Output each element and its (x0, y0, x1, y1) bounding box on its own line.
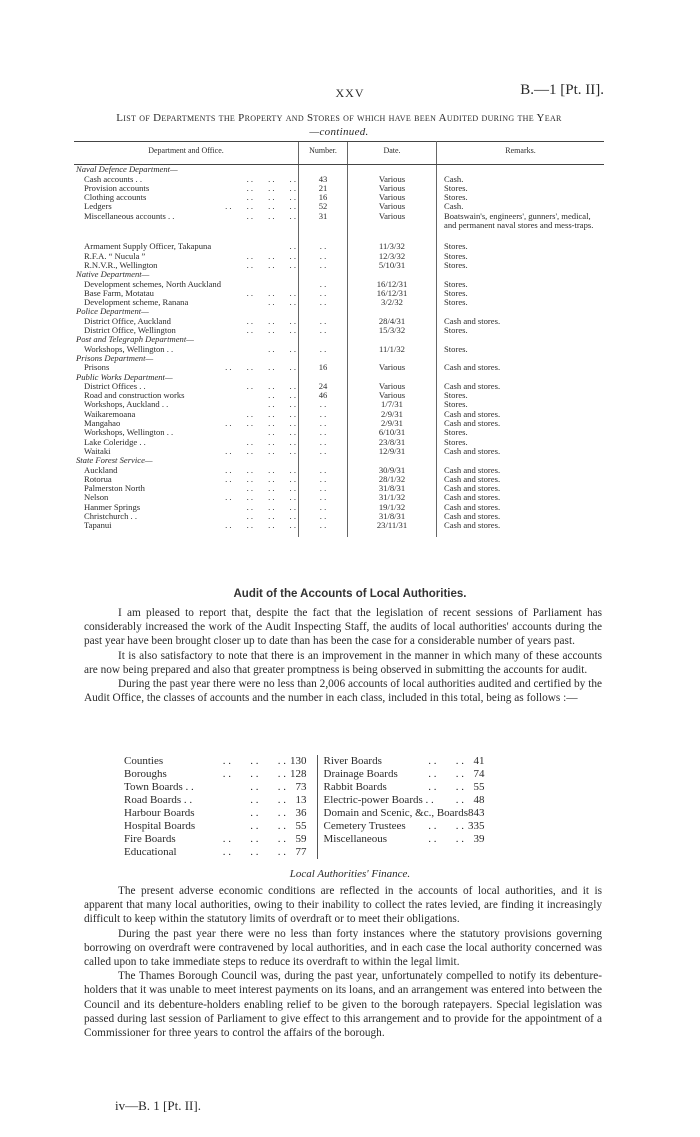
count-value: 39 (473, 833, 485, 845)
leader-dots: . . . . (428, 768, 464, 780)
count-value: 59 (295, 833, 307, 845)
count-class-label: Town Boards . . (124, 781, 194, 793)
remarks-cell: Cash and stores. (444, 483, 501, 494)
remarks-cell: Stores. (444, 297, 468, 308)
office-name-cell (74, 212, 299, 231)
remarks-cell: Stores. (444, 427, 468, 438)
leader-dots: . . . . . . (246, 287, 296, 298)
table-row (74, 242, 604, 251)
number-cell: 52 (299, 202, 348, 211)
count-value: 335 (468, 820, 485, 832)
office-name: Rotorua (84, 473, 112, 484)
table-cell-empty (348, 531, 437, 537)
remarks-cell: Cash. (444, 173, 464, 184)
office-name: Ledgers (84, 201, 112, 212)
page-number: XXV (335, 86, 365, 100)
table-row (74, 184, 604, 193)
remarks-cell: Boatswain's, engineers', gunners', medical, and permanent naval stores and mess-traps. (444, 210, 594, 231)
leader-dots: . . . . . . . . (225, 418, 296, 429)
leader-dots: . . . . . . (246, 483, 296, 494)
office-name: Nelson (84, 492, 109, 503)
office-name: Waikaremoana (84, 408, 136, 419)
remarks-cell: Stores. (444, 325, 468, 336)
number-cell: . . (299, 419, 348, 428)
table-section-row (74, 456, 604, 465)
remarks-cell: Stores. (444, 390, 468, 401)
date-cell: 12/9/31 (348, 447, 437, 456)
count-class-name (317, 781, 468, 794)
office-name: Base Farm, Motatau (84, 287, 154, 298)
leader-dots: . . . . . . (246, 501, 296, 512)
date-cell: 3/2/32 (348, 298, 437, 307)
audit-text (84, 606, 602, 705)
finance-paragraph: During the past year there were no less than forty instances where the statutory provisions governing borrowing on overdraft were contravened by local authorities, and in each case the local authority concerned was called upon to take immediate steps to reduce its overdraft to within the legal limit. (84, 927, 602, 969)
table-row (74, 521, 604, 530)
table-header-row (74, 142, 604, 165)
leader-dots: . . . . (428, 755, 464, 767)
table-row (74, 466, 604, 475)
leader-dots: . . . . . . (246, 408, 296, 419)
office-name: Christchurch . . (84, 510, 137, 521)
leader-dots: . . . . . . (246, 182, 296, 193)
office-name: Road and construction works (84, 390, 185, 401)
leader-dots: . . . . . . (246, 510, 296, 521)
count-class-name (317, 768, 468, 781)
office-name: Development scheme, Ranana (84, 297, 189, 308)
leader-dots: . . . . . . (222, 755, 286, 767)
office-name: Auckland (84, 464, 118, 475)
remarks-cell: Stores. (444, 250, 468, 261)
list-title-line: List of Departments the Property and Stores of which have been Audited during the Year (116, 112, 562, 124)
date-cell: 16/12/31 (348, 280, 437, 289)
date-cell: 28/1/32 (348, 475, 437, 484)
count-class-label: Hospital Boards (124, 820, 196, 832)
count-value: 36 (295, 807, 307, 819)
count-value: 130 (290, 755, 307, 767)
table-row (74, 438, 604, 447)
leader-dots: . . . . . . (246, 259, 296, 270)
number-cell: . . (299, 466, 348, 475)
number-cell: . . (299, 503, 348, 512)
office-name: District Offices . . (84, 380, 146, 391)
remarks-cell: Cash and stores. (444, 408, 501, 419)
departments-table-body (74, 165, 604, 537)
leader-dots: . . . . (250, 781, 286, 793)
list-title-continued: —continued. (309, 126, 369, 138)
number-cell: . . (299, 317, 348, 326)
number-cell: . . (299, 289, 348, 298)
table-row (74, 428, 604, 437)
department-heading: Police Department— (76, 306, 149, 317)
count-class-label: Road Boards . . (124, 794, 193, 806)
account-counts-table (124, 755, 495, 859)
remarks-cell: Cash and stores. (444, 445, 501, 456)
column-header-number: Number. (299, 142, 348, 165)
count-class-name (317, 794, 468, 807)
remarks-cell: Cash and stores. (444, 510, 501, 521)
number-cell: . . (299, 521, 348, 530)
table-row (74, 212, 604, 231)
office-name-cell (74, 521, 299, 530)
column-header-remarks: Remarks. (437, 142, 605, 165)
number-cell: . . (299, 345, 348, 354)
leader-dots: . . . . (268, 343, 296, 354)
leader-dots: . . . . (268, 399, 296, 410)
number-cell: 16 (299, 193, 348, 202)
date-cell: 23/8/31 (348, 438, 437, 447)
count-class-name (317, 846, 468, 859)
leader-dots: . . . . . . (246, 315, 296, 326)
number-cell: 24 (299, 382, 348, 391)
count-class-label: Drainage Boards (323, 768, 398, 780)
table-row (74, 298, 604, 307)
leader-dots: . . . . (250, 807, 286, 819)
date-cell: 23/11/31 (348, 521, 437, 530)
finance-paragraph: The Thames Borough Council was, during the past year, unfortunately compelled to notify its debenture-holders that it was unable to meet interest payments on its loans, and an arrangement was entered into between the Council and its debenture-holders enabling relief to be given to the borough ratepayers. Special legislation was passed during last session of Parliament to give effect to this arrangement and to provide for the appointment of a Commissioner for three years to control the affairs of the borough. (84, 970, 602, 1040)
date-cell: 11/1/32 (348, 345, 437, 354)
table-row (74, 493, 604, 502)
number-cell: . . (299, 280, 348, 289)
leader-dots: . . . . (268, 427, 296, 438)
remarks-cell: Cash and stores. (444, 380, 501, 391)
leader-dots: . . . . . . . . (225, 473, 296, 484)
date-cell: 5/10/31 (348, 261, 437, 270)
table-row (74, 261, 604, 270)
leader-dots: . . . . . . (246, 250, 296, 261)
office-name: Workshops, Wellington . . (84, 343, 174, 354)
count-class-label: Counties (124, 755, 164, 767)
list-title (74, 111, 604, 139)
table-row (74, 484, 604, 493)
remarks-cell: Stores. (444, 241, 468, 252)
office-name: Workshops, Wellington . . (84, 427, 174, 438)
office-name: Clothing accounts (84, 192, 147, 203)
table-row (74, 193, 604, 202)
count-row (124, 781, 495, 794)
date-cell: 6/10/31 (348, 428, 437, 437)
date-cell: Various (348, 382, 437, 391)
remarks-cell: Cash and stores. (444, 520, 501, 531)
count-row (124, 846, 495, 859)
date-cell: 31/8/31 (348, 512, 437, 521)
count-value: 843 (468, 807, 485, 819)
date-cell: 19/1/32 (348, 503, 437, 512)
count-class-name (124, 755, 290, 768)
remarks-cell: Cash and stores. (444, 501, 501, 512)
office-name: Miscellaneous accounts . . (84, 210, 175, 221)
date-cell: 28/4/31 (348, 317, 437, 326)
count-class-name (124, 781, 290, 794)
count-class-name (317, 820, 468, 833)
office-name: Cash accounts . . (84, 173, 142, 184)
office-name: Workshops, Auckland . . (84, 399, 169, 410)
date-cell: Various (348, 391, 437, 400)
count-row (124, 794, 495, 807)
office-name: Waitaki (84, 445, 111, 456)
count-class-name (124, 846, 290, 859)
number-cell: 16 (299, 363, 348, 372)
remarks-cell: Cash and stores. (444, 464, 501, 475)
number-cell: . . (299, 512, 348, 521)
remarks-cell: Stores. (444, 399, 468, 410)
account-counts-body (124, 755, 495, 859)
table-section-row (74, 165, 604, 175)
table-row (74, 175, 604, 184)
date-cell: Various (348, 193, 437, 202)
date-cell: 31/8/31 (348, 484, 437, 493)
finance-text (84, 884, 602, 1040)
leader-dots: . . . . . . . . (225, 464, 296, 475)
date-cell: 15/3/32 (348, 326, 437, 335)
remarks-cell: Cash and stores. (444, 362, 501, 373)
count-row (124, 768, 495, 781)
office-name: Palmerston North (84, 483, 145, 494)
number-cell: 21 (299, 184, 348, 193)
number-cell: . . (299, 475, 348, 484)
leader-dots: . . . . (428, 833, 464, 845)
number-cell: . . (299, 493, 348, 502)
audit-paragraph: It is also satisfactory to note that there is an improvement in the manner in which many of these accounts are now being prepared and also that greater promptness is being observed in submitting the accounts for audit. (84, 649, 602, 676)
leader-dots: . . . . . . . . (225, 520, 296, 531)
date-cell: 2/9/31 (348, 419, 437, 428)
count-class-name (317, 755, 468, 768)
count-value: 74 (473, 768, 485, 780)
number-cell: . . (299, 438, 348, 447)
number-cell: . . (299, 326, 348, 335)
remarks-cell: Cash and stores. (444, 418, 501, 429)
office-name: Tapanui (84, 520, 112, 531)
count-class-name (124, 768, 290, 781)
department-heading: State Forest Service— (76, 455, 153, 466)
remarks-cell: Stores. (444, 436, 468, 447)
leader-dots: . . . . . . . . (225, 445, 296, 456)
office-name: Mangahao (84, 418, 121, 429)
count-class-name (124, 833, 290, 846)
document-reference: B.—1 [Pt. II]. (520, 82, 604, 98)
count-class-label: Cemetery Trustees (323, 820, 406, 832)
office-name: Armament Supply Officer, Takapuna (84, 241, 212, 252)
office-name: Provision accounts (84, 182, 150, 193)
count-value: 128 (290, 768, 307, 780)
leader-dots: . . . . . . (246, 192, 296, 203)
count-value: 77 (295, 846, 307, 858)
count-class-label: Harbour Boards (124, 807, 195, 819)
leader-dots: . . . . . . (246, 325, 296, 336)
leader-dots: . . . . (250, 820, 286, 832)
leader-dots: . . . . . . (246, 380, 296, 391)
count-value: 41 (473, 755, 485, 767)
remarks-cell: Cash and stores. (444, 315, 501, 326)
date-cell: Various (348, 202, 437, 211)
count-class-label: Boroughs (124, 768, 167, 780)
count-class-label: Fire Boards (124, 833, 176, 845)
leader-dots: . . . . . . . . (225, 362, 296, 373)
number-cell: . . (299, 400, 348, 409)
table-row (74, 410, 604, 419)
leader-dots: . . (455, 794, 464, 806)
count-row (124, 833, 495, 846)
table-row (74, 503, 604, 512)
date-cell: Various (348, 363, 437, 372)
leader-dots: . . . . . . (246, 173, 296, 184)
table-spacer-row (74, 531, 604, 537)
department-heading: Naval Defence Department— (76, 164, 178, 175)
remarks-cell: Cash. (444, 201, 464, 212)
column-header-department: Department and Office. (74, 142, 299, 165)
leader-dots: . . . . . . (222, 833, 286, 845)
count-row (124, 807, 495, 820)
number-cell: . . (299, 428, 348, 437)
table-row (74, 400, 604, 409)
number-cell: 46 (299, 391, 348, 400)
leader-dots: . . . . . . . . (225, 201, 296, 212)
count-class-label: Rabbit Boards (323, 781, 387, 793)
table-section-row (74, 373, 604, 382)
count-value: 55 (473, 781, 485, 793)
number-cell: . . (299, 298, 348, 307)
departments-table (74, 141, 604, 537)
number-cell: 31 (299, 212, 348, 231)
count-value: 13 (295, 794, 307, 806)
table-cell-empty (299, 531, 348, 537)
count-class-name (317, 833, 468, 846)
date-cell: 2/9/31 (348, 410, 437, 419)
table-cell-empty (74, 531, 299, 537)
office-name: District Office, Wellington (84, 325, 176, 336)
count-row (124, 755, 495, 768)
date-cell: 1/7/31 (348, 400, 437, 409)
leader-dots: . . . . . . . . (225, 492, 296, 503)
leader-dots: . . . . . . (222, 768, 286, 780)
leader-dots: . . . . (268, 390, 296, 401)
number-cell: . . (299, 261, 348, 270)
count-value (468, 846, 495, 859)
office-name: R.N.V.R., Wellington (84, 259, 158, 270)
count-value: 48 (473, 794, 485, 806)
office-name: Development schemes, North Auckland (84, 278, 221, 289)
office-name: R.F.A. “ Nucula ” (84, 250, 146, 261)
table-row (74, 447, 604, 456)
count-class-label: Educational (124, 846, 177, 858)
date-cell: 12/3/32 (348, 252, 437, 261)
count-class-name (317, 807, 468, 820)
table-row (74, 512, 604, 521)
date-cell: 31/1/32 (348, 493, 437, 502)
remarks-cell: Stores. (444, 192, 468, 203)
count-class-label: Electric-power Boards . . (323, 794, 434, 806)
count-class-label: Domain and Scenic, &c., Boards (323, 807, 468, 819)
table-cell-empty (437, 531, 605, 537)
finance-section-title: Local Authorities' Finance. (289, 868, 411, 880)
count-class-name (124, 794, 290, 807)
date-cell: Various (348, 212, 437, 231)
audit-paragraph: During the past year there were no less than 2,006 accounts of local authorities audited and certified by the Audit Office, the classes of accounts and the number in each class, included in this total, being as follows :— (84, 678, 602, 705)
remarks-cell: Cash and stores. (444, 492, 501, 503)
office-name: District Office, Auckland (84, 315, 171, 326)
office-name: Prisons (84, 362, 110, 373)
count-value: 55 (295, 820, 307, 832)
date-cell: Various (348, 184, 437, 193)
remarks-cell: Stores. (444, 343, 468, 354)
audit-section-title: Audit of the Accounts of Local Authorities. (233, 588, 467, 600)
date-cell: 16/12/31 (348, 289, 437, 298)
table-row (74, 475, 604, 484)
leader-dots: . . . . . . (222, 846, 286, 858)
table-row (74, 345, 604, 354)
department-heading: Post and Telegraph Department— (76, 334, 194, 345)
remarks-cell: Cash and stores. (444, 473, 501, 484)
number-cell: . . (299, 447, 348, 456)
count-class-label: River Boards (323, 755, 382, 767)
remarks-cell: Stores. (444, 259, 468, 270)
finance-paragraph: The present adverse economic conditions are reflected in the accounts of local authorities, and it is apparent that many local authorities, owing to their inability to collect the rates levied, are finding it increasingly difficult to keep within the statutory limits of overdraft or to meet their obligations. (84, 885, 602, 926)
leader-dots: . . . . (428, 781, 464, 793)
number-cell: . . (299, 484, 348, 493)
leader-dots: . . . . (250, 794, 286, 806)
leader-dots: . . . . (268, 297, 296, 308)
date-cell: Various (348, 175, 437, 184)
remarks-cell: Stores. (444, 287, 468, 298)
count-value: 73 (295, 781, 307, 793)
number-cell: . . (299, 252, 348, 261)
count-class-name (124, 807, 290, 820)
office-name: Lake Coleridge . . (84, 436, 146, 447)
number-cell: . . (299, 410, 348, 419)
audit-paragraph: I am pleased to report that, despite the fact that the legislation of recent sessions of Parliament has considerably increased the work of the Audit Inspecting Staff, the audits of local authorities' accounts during the past year have been brought closer up to date than has been the case for a considerable number of years past. (84, 607, 602, 648)
leader-dots: . . . . . . (246, 436, 296, 447)
table-section-row (74, 354, 604, 363)
number-cell: . . (299, 242, 348, 251)
remarks-cell: Stores. (444, 182, 468, 193)
footer-signature: iv—B. 1 [Pt. II]. (115, 1098, 201, 1113)
count-class-name (124, 820, 290, 833)
department-heading: Prisons Department— (76, 352, 154, 363)
number-cell: 43 (299, 175, 348, 184)
department-heading: Public Works Department— (76, 371, 173, 382)
leader-dots: . . . . (428, 820, 464, 832)
count-row (124, 820, 495, 833)
column-header-date: Date. (348, 142, 437, 165)
leader-dots: . . (289, 241, 296, 252)
leader-dots: . . . . . . (246, 210, 296, 221)
date-cell: 11/3/32 (348, 242, 437, 251)
count-class-label: Miscellaneous (323, 833, 388, 845)
date-cell: 30/9/31 (348, 466, 437, 475)
department-heading: Native Department— (76, 269, 150, 280)
office-name: Hanmer Springs (84, 501, 141, 512)
remarks-cell: Stores. (444, 278, 468, 289)
